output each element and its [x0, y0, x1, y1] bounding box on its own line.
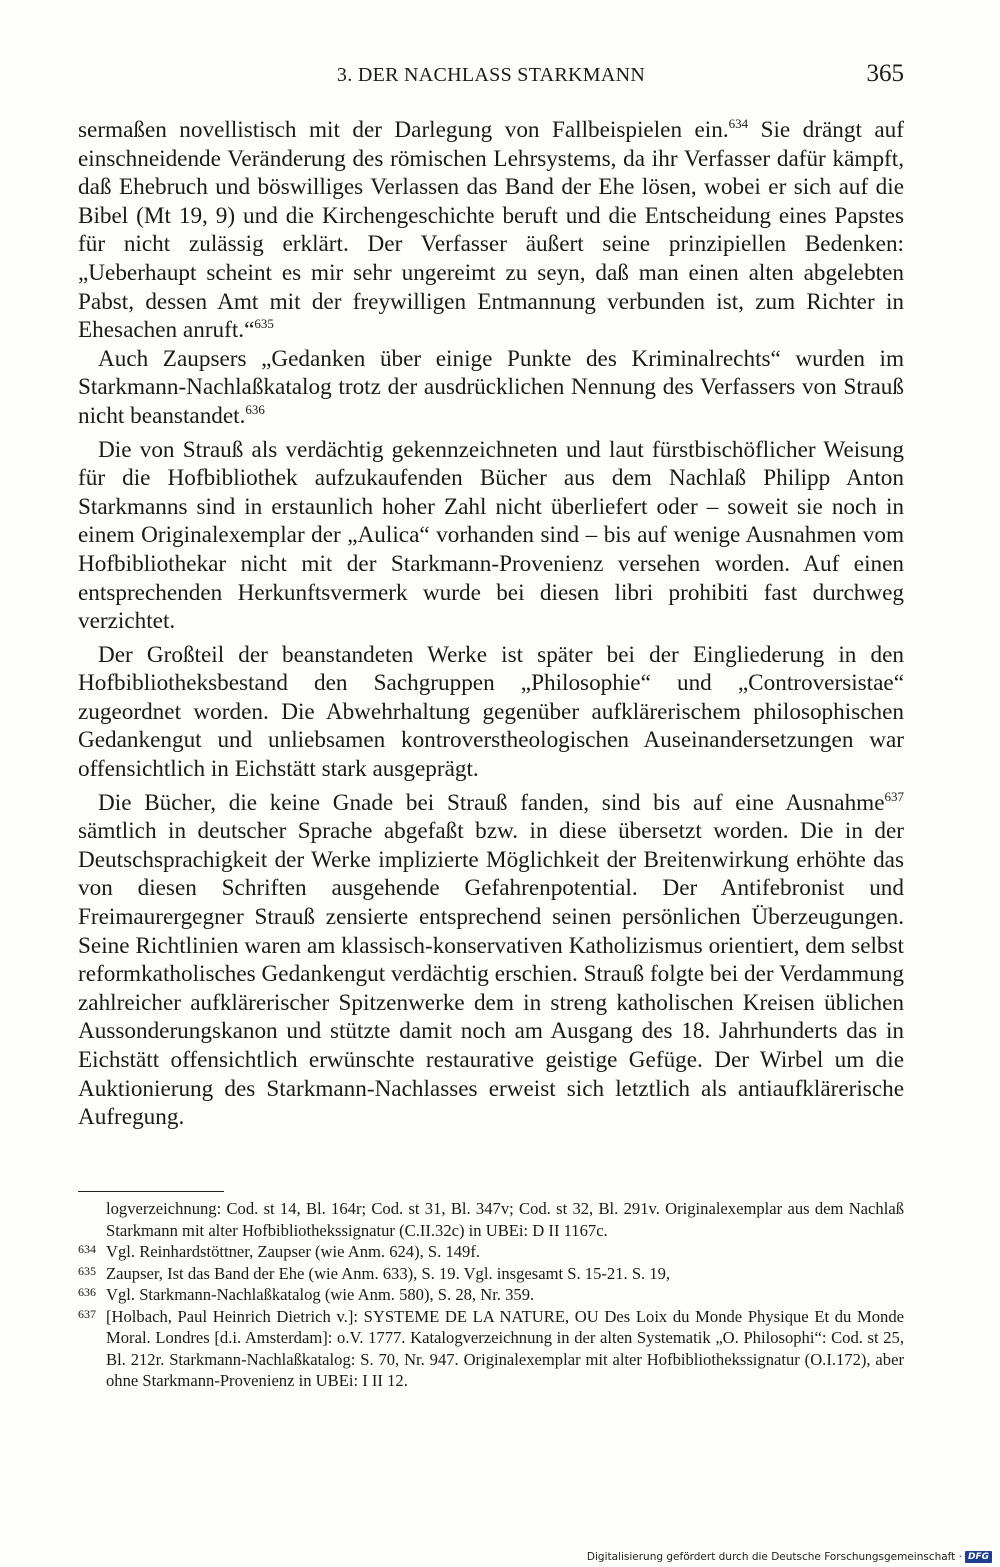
footnote-continuation: logverzeichnung: Cod. st 14, Bl. 164r; Cod. st 31, Bl. 347v; Cod. st 32, Bl. 291v. Originalexemplar aus dem Nachlaß Starkmann mit alter Hofbibliothekssignatur (C.II.32c) in UBEi: D II 1167c. [106, 1199, 904, 1240]
paragraph-5: Die Bücher, die keine Gnade bei Strauß fanden, sind bis auf eine Ausnahme$^{637}$ sämtlich in deutscher Sprache abgefaßt bzw. in diese übersetzt worden. Die in der Deutschsprachigkeit der Werke implizierte Möglichkeit der Breitenwirkung erhöhte das von diesen Schriften ausgehende Gefahrenpotential. Der Antifebronist und Freimaurergegner Strauß zensierte entsprechend seinen persönlichen Überzeugungen. Seine Richtlinien waren am klassisch-konservativen Katholizismus orientiert, dem selbst reformkatholisches Gedankengut verdächtig erschien. Strauß folgte bei der Verdammung zahlreicher aufklärerischer Spitzenwerke dem in streng katholischen Kreisen üblichen Aussonderungskanon und stützte damit noch am Ausgang des 18. Jahrhunderts das in Eichstätt offensichtlich erwünschte restaurative geistige Gefüge. Der Wirbel um die Auktionierung des Starkmann-Nachlasses erweist sich letztlich als antiaufklärerische Aufregung. [78, 788, 904, 1131]
paragraph-3: Die von Strauß als verdächtig gekennzeichneten und laut fürstbischöflicher Weisung für die Hofbibliothek aufzukaufenden Bücher aus dem Nachlaß Philipp Anton Starkmanns sind in erstaunlich hoher Zahl nicht überliefert oder – soweit sie noch in einem Originalexemplar der „Aulica“ vorhanden sind – bis auf wenige Ausnahmen vom Hofbibliothekar nicht mit der Starkmann-Provenienz versehen worden. Auf einen entsprechenden Herkunftsvermerk wurde bei diesen libri prohibiti fast durchweg verzichtet. [78, 436, 904, 635]
footnote-ref-634[interactable]: 634 [728, 116, 749, 131]
footnote-ref-635[interactable]: 635 [254, 316, 274, 332]
footnote-634: 634 Vgl. Reinhardstöttner, Zaupser (wie Anm. 624), S. 149f. [78, 1241, 904, 1263]
digitization-footer [587, 1551, 992, 1563]
page-header [78, 62, 904, 92]
footnote-636: 636 Vgl. Starkmann-Nachlaßkatalog (wie Anm. 580), S. 28, Nr. 359. [78, 1284, 904, 1306]
page-number: 365 [866, 60, 904, 87]
running-head: 3. DER NACHLASS STARKMANN [336, 64, 646, 86]
footnote-number: 637 [78, 1306, 96, 1321]
footnote-number: 635 [78, 1263, 96, 1278]
paragraph-2: Auch Zaupsers „Gedanken über einige Punkte des Kriminalrechts“ wurden im Starkmann-Nachlaßkatalog trotz der ausdrücklichen Nennung des Verfassers von Strauß nicht beanstandet.$^{636}$ [78, 345, 904, 429]
footnote-divider [78, 1191, 224, 1192]
paragraph-1: sermaßen novellistisch mit der Darlegung von Fallbeispielen ein.$^{634}$ Sie drängt auf einschneidende Veränderung des römischen Lehrsystems, da ihr Verfasser dafür kämpft, daß Ehebruch und böswilliges Verlassen das Band der Ehe lösen, wobei er sich auf die Bibel (Mt 19, 9) und die Kirchengeschichte beruft und die Entscheidung eines Papstes für nicht zulässig erklärt. Der Verfasser äußert seine prinzipiellen Bedenken: „Ueberhaupt scheint es mir sehr ungereimt zu seyn, daß man einen alten abgelebten Pabst, dessen Amt mit der freywilligen Entmannung verbunden ist, zum Richter in Ehesachen anruft.“$^{635}$ [78, 116, 904, 344]
main-text [78, 116, 904, 1132]
footnote-ref-637[interactable]: 637 [884, 788, 904, 804]
footnote-number: 636 [78, 1285, 96, 1299]
footnote-635: 635 Zaupser, Ist das Band der Ehe (wie Anm. 633), S. 19. Vgl. insgesamt S. 15-21. S. 19, [78, 1263, 904, 1285]
paragraph-4: Der Großteil der beanstandeten Werke ist später bei der Eingliederung in den Hofbibliotheksbestand den Sachgruppen „Philosophie“ und „Controversistae“ zugeordnet worden. Die Abwehrhaltung gegenüber aufklärerischem philosophischen Gedankengut und unliebsamen kontroverstheologischen Auseinandersetzungen war offensichtlich in Eichstätt stark ausgeprägt. [78, 641, 904, 783]
footnotes [78, 1198, 904, 1392]
dfg-logo-icon: DFG [965, 1551, 992, 1563]
digitization-credit: Digitalisierung gefördert durch die Deutsche Forschungsgemeinschaft · [586, 1551, 962, 1563]
footnote-number: 634 [78, 1242, 96, 1256]
footnote-637: 637 [Holbach, Paul Heinrich Dietrich v.]: SYSTEME DE LA NATURE, OU Des Loix du Monde Physique Et du Monde Moral. Londres [d.i. Amsterdam]: o.V. 1777. Katalogverzeichnung in der alten Systematik „O. Philosophi“: Cod. st 25, Bl. 212r. Starkmann-Nachlaßkatalog: S. 70, Nr. 947. Originalexemplar mit alter Hofbibliothekssignatur (O.I.172), aber ohne Starkmann-Provenienz in UBEi: I II 12. [78, 1306, 904, 1392]
footnote-ref-636[interactable]: 636 [245, 401, 265, 417]
